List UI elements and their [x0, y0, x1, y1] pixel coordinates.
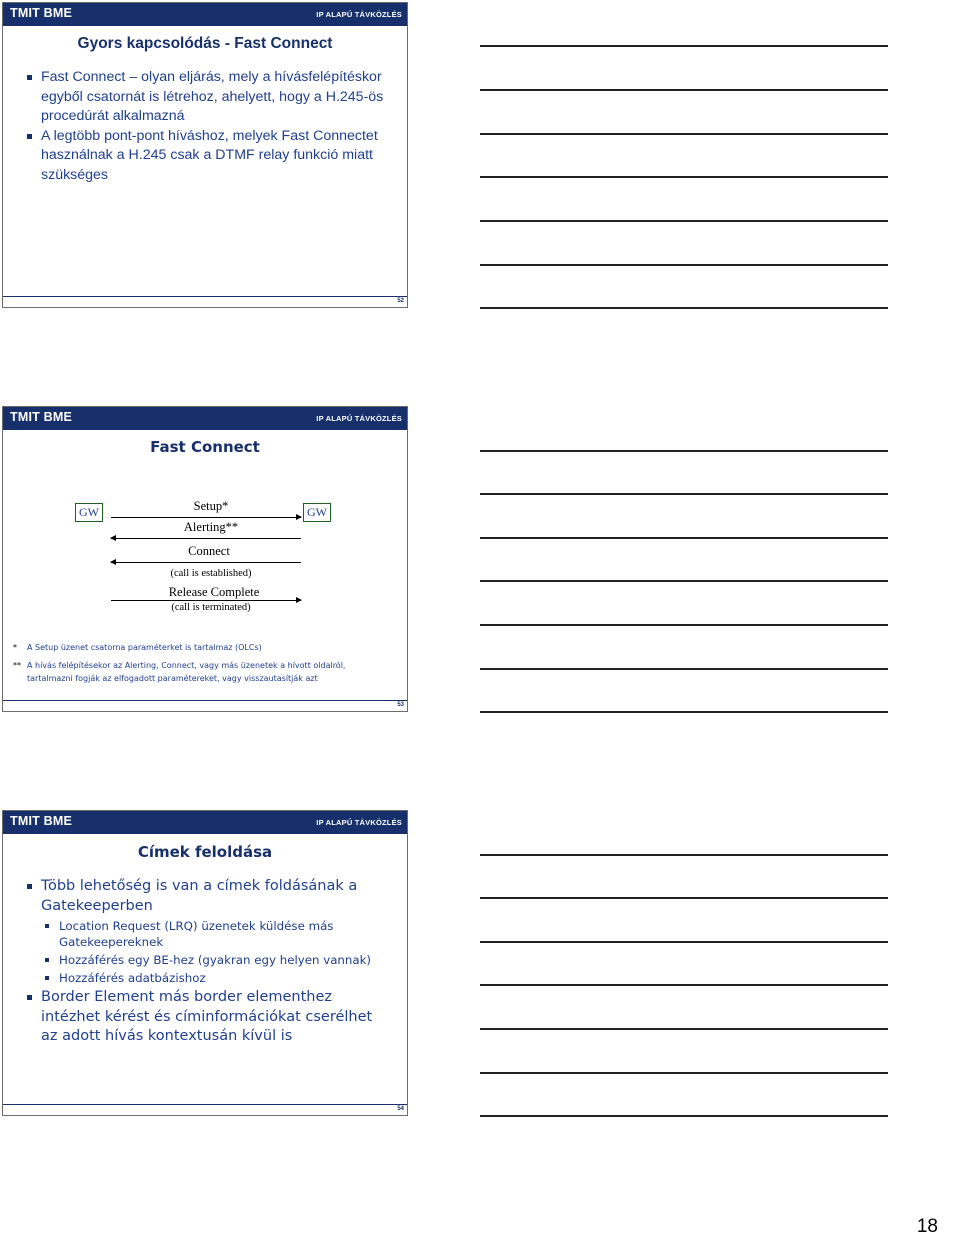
- established-label: (call is established): [170, 568, 252, 579]
- note-line: [480, 89, 888, 91]
- note-line: [480, 1072, 888, 1074]
- note-line: [480, 1028, 888, 1030]
- note-line: [480, 307, 888, 309]
- slide-title: Fast Connect: [150, 438, 260, 456]
- bullet-marker-icon: [45, 976, 49, 980]
- bullet-item: Border Element más border elementhez intézhet kérést és címinformációkat cserélhet az adott hívás kontextusán kívül is: [27, 988, 389, 1047]
- alerting-arrow: [111, 538, 301, 539]
- alerting-label: Alerting**: [183, 520, 239, 534]
- slide-54: [2, 810, 408, 1116]
- note-line: [480, 941, 888, 943]
- note-line: [480, 580, 888, 582]
- note-line: [480, 854, 888, 856]
- note-line: [480, 668, 888, 670]
- note-line: [480, 493, 888, 495]
- header-left: TMIT BME: [10, 814, 73, 828]
- note-line: [480, 220, 888, 222]
- bullet-marker-icon: [27, 995, 32, 1000]
- slide-header: [3, 3, 407, 26]
- slide-header: [3, 407, 407, 430]
- slide-52: [2, 2, 408, 308]
- note-line: [480, 264, 888, 266]
- slide-53: [2, 406, 408, 712]
- slide-page-number: 52: [397, 298, 404, 304]
- bullet-marker-icon: [27, 134, 32, 139]
- bullet-marker-icon: [45, 958, 49, 962]
- setup-label: Setup*: [193, 499, 229, 513]
- header-right: IP ALAPÚ TÁVKÖZLÉS: [316, 414, 402, 423]
- note-line: [480, 1115, 888, 1117]
- note-line: [480, 537, 888, 539]
- header-left: TMIT BME: [10, 6, 73, 20]
- note-line: [480, 711, 888, 713]
- gateway-left-box: GW: [75, 503, 103, 522]
- slide-title: Gyors kapcsolódás - Fast Connect: [77, 35, 333, 52]
- gateway-right-box: GW: [303, 503, 331, 522]
- sub-bullet-item: Hozzáférés adatbázishoz: [45, 970, 389, 986]
- header-left: TMIT BME: [10, 410, 73, 424]
- sub-bullet-item: Hozzáférés egy BE-hez (gyakran egy helyen vannak): [45, 952, 389, 968]
- footnote-2: ** A hívás felépítésekor az Alerting, Connect, vagy más üzenetek a hívott oldalról, tartalmazni fogják az elfogadott paramétereket, vagy visszautasítják azt: [13, 661, 346, 683]
- connect-label: Connect: [188, 544, 230, 558]
- bullet-marker-icon: [45, 924, 49, 928]
- header-right: IP ALAPÚ TÁVKÖZLÉS: [316, 818, 402, 827]
- slide-footer: [3, 1104, 407, 1115]
- document-page-number: 18: [916, 1216, 938, 1237]
- note-line: [480, 450, 888, 452]
- bullet-marker-icon: [27, 75, 32, 80]
- release-arrow: [111, 600, 301, 601]
- note-line: [480, 624, 888, 626]
- bullet-item: Több lehetőség is van a címek foldásának a Gatekeeperben: [27, 877, 389, 916]
- note-line: [480, 897, 888, 899]
- slide-title: Címek feloldása: [137, 843, 273, 861]
- bullet-item: Fast Connect – olyan eljárás, mely a hívásfelépítéskor egyből csatornát is létrehoz, ahelyett, hogy a H.245-ös procedúrát alkalmazná: [27, 68, 397, 127]
- release-label: Release Complete: [168, 585, 260, 599]
- sub-bullet-item: Location Request (LRQ) üzenetek küldése más Gatekeepereknek: [45, 918, 389, 950]
- note-line: [480, 984, 888, 986]
- bullet-list: [27, 877, 389, 1047]
- slide-footer: [3, 700, 407, 711]
- header-right: IP ALAPÚ TÁVKÖZLÉS: [316, 10, 402, 19]
- terminated-label: (call is terminated): [171, 602, 251, 613]
- connect-arrow: [111, 562, 301, 563]
- note-line: [480, 176, 888, 178]
- slide-header: [3, 811, 407, 834]
- note-line: [480, 133, 888, 135]
- slide-footer: [3, 296, 407, 307]
- bullet-marker-icon: [27, 884, 32, 889]
- note-line: [480, 45, 888, 47]
- footnote-1: * A Setup üzenet csatorna paraméterket is tartalmaz (OLCs): [13, 643, 262, 652]
- bullet-list: [27, 68, 397, 185]
- slide-page-number: 54: [397, 1106, 404, 1112]
- bullet-item: A legtöbb pont-pont híváshoz, melyek Fast Connectet használnak a H.245 csak a DTMF relay funkció miatt szükséges: [27, 127, 397, 186]
- setup-arrow: [111, 517, 301, 518]
- slide-page-number: 53: [397, 702, 404, 708]
